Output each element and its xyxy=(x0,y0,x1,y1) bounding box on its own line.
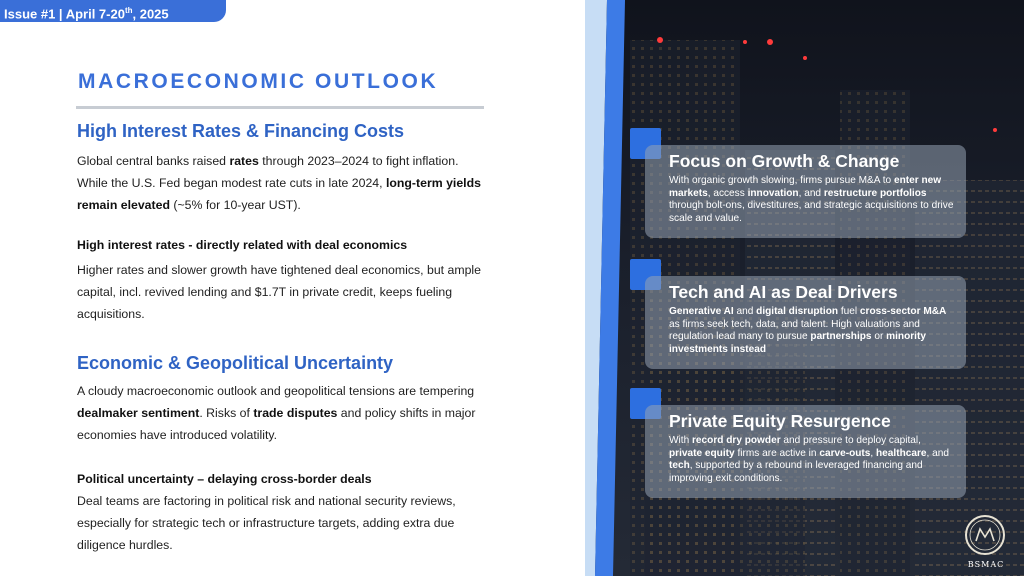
card-body: Generative AI and digital disruption fuel cross-sector M&A as firms seek tech, data, and talent. High valuations and regulation lead many to pursue partnerships or minority investments instead xyxy=(669,306,947,355)
section-paragraph: A cloudy macroeconomic outlook and geopolitical tensions are tempering dealmaker sentiment. Risks of trade disputes and policy shifts in major economies have introduced volatility. xyxy=(77,384,476,442)
bsmac-logo-text: BSMAC xyxy=(967,560,1005,569)
issue-date-suffix: th xyxy=(124,6,133,15)
section-paragraph: Higher rates and slower growth have tightened deal economics, but ample capital, incl. revived lending and $1.7T in private credit, keeps fueling acquisitions. xyxy=(77,263,481,321)
page-title: MACROECONOMIC OUTLOOK xyxy=(78,70,439,93)
section-subheading: Political uncertainty – delaying cross-border deals xyxy=(77,472,372,486)
card-tech-ai xyxy=(645,276,966,369)
issue-badge xyxy=(0,0,226,22)
issue-text: Issue #1 | April 7-20 xyxy=(4,6,125,22)
section-paragraph: Global central banks raised rates through 2023–2024 to fight inflation. While the U.S. Fed began modest rate cuts in late 2024, long-term yields remain elevated (~5% for 10-year UST). xyxy=(77,154,481,212)
card-growth xyxy=(645,145,966,238)
issue-year: , 2025 xyxy=(132,6,169,22)
section-subheading: High interest rates - directly related with deal economics xyxy=(77,238,408,252)
card-body: With record dry powder and pressure to deploy capital, private equity firms are active in carve-outs, healthcare, and tech, supported by a rebound in leveraged financing and improving exit conditions. xyxy=(669,435,949,484)
bsmac-logo-icon xyxy=(965,515,1005,555)
section-heading-uncertainty: Economic & Geopolitical Uncertainty xyxy=(77,353,394,373)
card-title: Tech and AI as Deal Drivers xyxy=(669,282,898,302)
card-body: With organic growth slowing, firms pursue M&A to enter new markets, access innovation, and restructure portfolios through bolt-ons, divestitures, and strategic acquisitions to drive scale and value. xyxy=(669,175,954,224)
section-paragraph: Deal teams are factoring in political risk and national security reviews, especially for strategic tech or infrastructure targets, adding extra due diligence hurdles. xyxy=(77,494,456,552)
card-title: Focus on Growth & Change xyxy=(669,151,900,171)
card-title: Private Equity Resurgence xyxy=(669,411,891,431)
card-private-equity xyxy=(645,405,966,498)
section-heading-rates: High Interest Rates & Financing Costs xyxy=(77,121,405,141)
title-divider xyxy=(76,106,484,109)
